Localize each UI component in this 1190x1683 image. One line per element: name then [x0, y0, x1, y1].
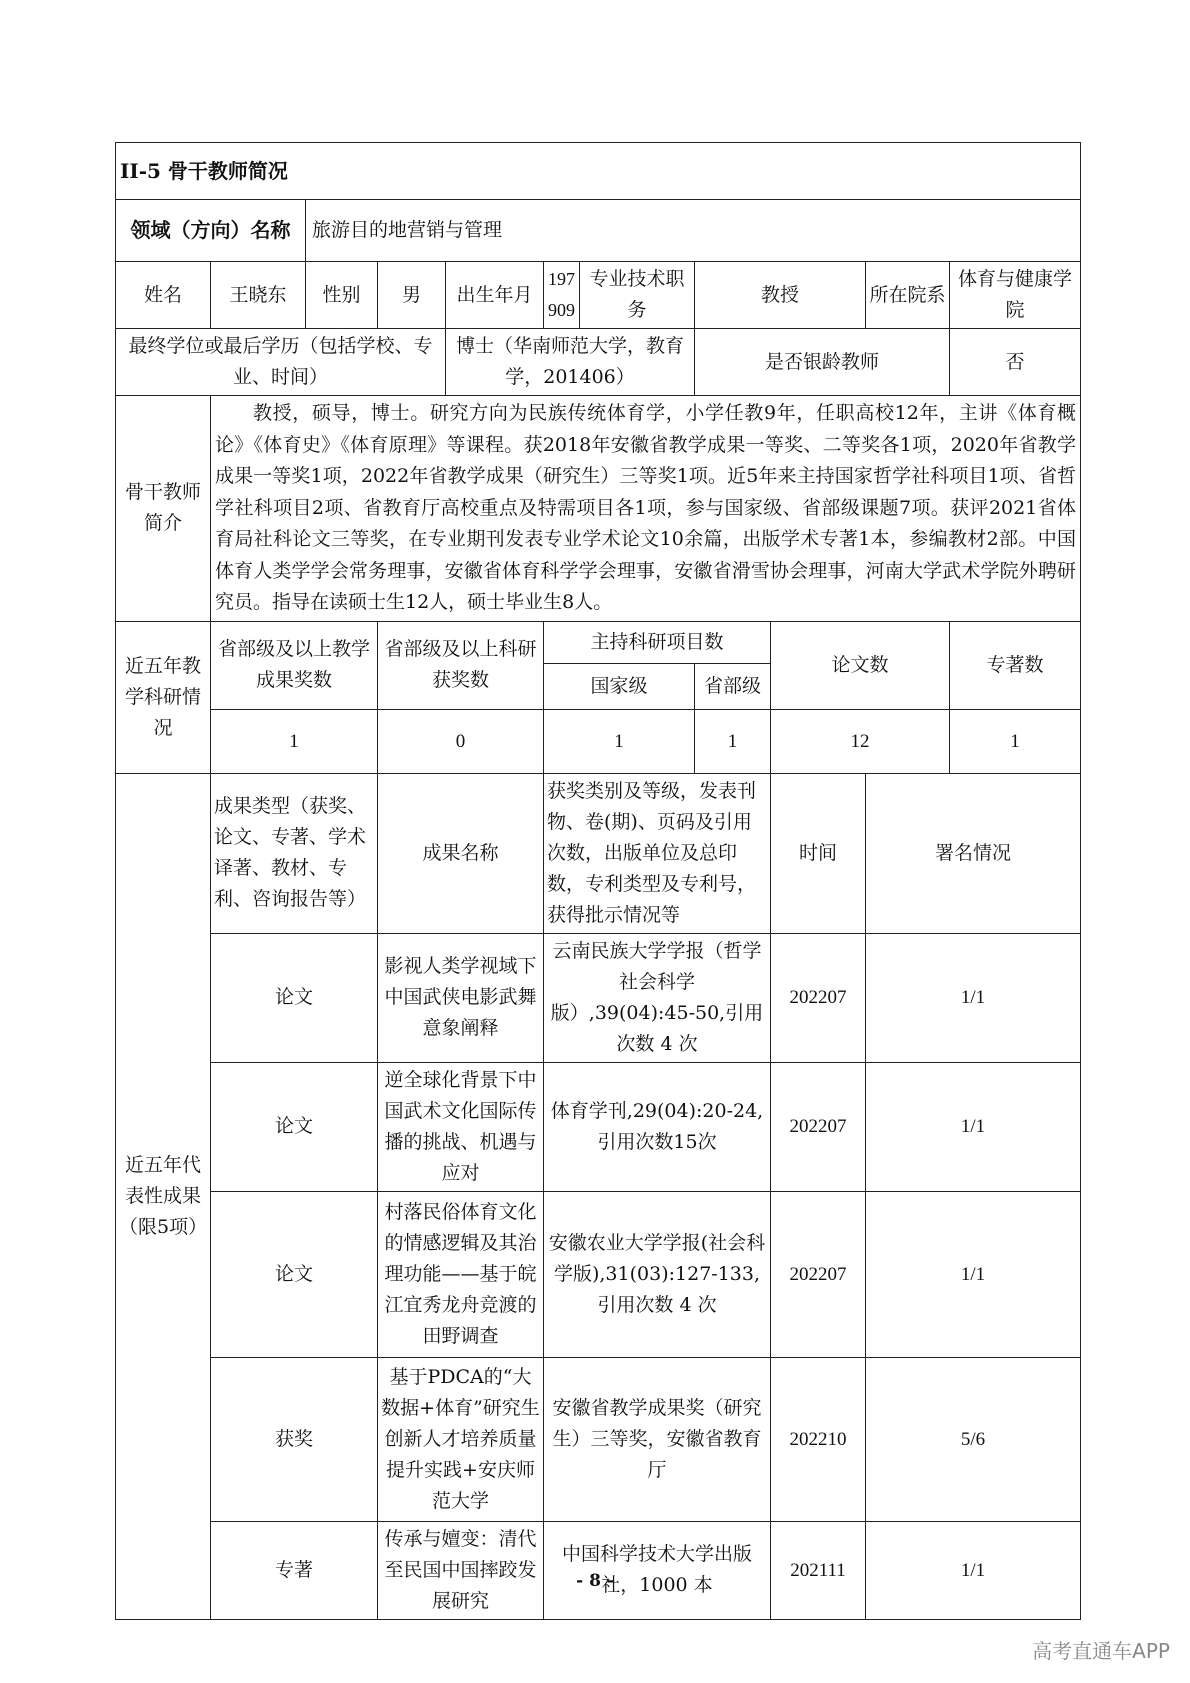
achievement-row: [116, 1191, 1081, 1357]
senior-value: 否: [950, 329, 1081, 396]
field-label: 领域（方向）名称: [116, 200, 306, 262]
teacher-profile-form: [115, 142, 1080, 1620]
ach-name: 传承与嬗变：清代至民国中国摔跤发展研究: [378, 1521, 544, 1619]
stats-header-projects: 主持科研项目数: [544, 621, 771, 663]
ach-type: 获奖: [211, 1357, 378, 1521]
ach-header-time: 时间: [771, 773, 866, 933]
stats-label: 近五年教学科研情况: [116, 621, 211, 773]
ach-type: 论文: [211, 1062, 378, 1191]
stats-header-papers: 论文数: [771, 621, 950, 709]
stats-header-provincial: 省部级: [695, 663, 771, 709]
bio-label: 骨干教师简介: [116, 396, 211, 622]
ach-detail: 云南民族大学学报（哲学社会科学版）,39(04):45-50,引用次数 4 次: [544, 933, 771, 1062]
profile-table: [115, 142, 1081, 1620]
ach-name: 逆全球化背景下中国武术文化国际传播的挑战、机遇与应对: [378, 1062, 544, 1191]
name-label: 姓名: [116, 262, 211, 329]
ach-sign: 1/1: [866, 1191, 1081, 1357]
stats-header-teaching: 省部级及以上教学成果奖数: [211, 621, 378, 709]
ach-header-detail: 获奖类别及等级，发表刊物、卷(期)、页码及引用次数，出版单位及总印数，专利类型及专利号，获得批示情况等: [544, 773, 771, 933]
watermark: 高考直通车APP: [1032, 1639, 1170, 1663]
ach-detail: 中国科学技术大学出版社，1000 本: [544, 1521, 771, 1619]
ach-sign: 1/1: [866, 1062, 1081, 1191]
ach-name: 基于PDCA的“大数据+体育”研究生创新人才培养质量提升实践+安庆师范大学: [378, 1357, 544, 1521]
ach-name: 村落民俗体育文化的情感逻辑及其治理功能——基于皖江宜秀龙舟竞渡的田野调查: [378, 1191, 544, 1357]
stats-header-national: 国家级: [544, 663, 695, 709]
ach-time: 202210: [771, 1357, 866, 1521]
name-value: 王晓东: [211, 262, 306, 329]
stats-national: 1: [544, 709, 695, 773]
title-value: 教授: [695, 262, 866, 329]
ach-detail: 体育学刊,29(04):20-24,引用次数15次: [544, 1062, 771, 1191]
ach-sign: 1/1: [866, 1521, 1081, 1619]
ach-type: 论文: [211, 1191, 378, 1357]
ach-time: 202207: [771, 933, 866, 1062]
degree-label: 最终学位或最后学历（包括学校、专业、时间）: [116, 329, 446, 396]
stats-header-books: 专著数: [950, 621, 1081, 709]
ach-time: 202207: [771, 1062, 866, 1191]
ach-detail: 安徽省教学成果奖（研究生）三等奖，安徽省教育厅: [544, 1357, 771, 1521]
gender-value: 男: [378, 262, 446, 329]
ach-type: 专著: [211, 1521, 378, 1619]
ach-sign: 1/1: [866, 933, 1081, 1062]
ach-time: 202207: [771, 1191, 866, 1357]
ach-header-type: 成果类型（获奖、论文、专著、学术译著、教材、专利、咨询报告等）: [211, 773, 378, 933]
gender-label: 性别: [306, 262, 378, 329]
dept-label: 所在院系: [866, 262, 950, 329]
page-number: - 8 -: [576, 1571, 614, 1591]
dept-value: 体育与健康学院: [950, 262, 1081, 329]
ach-detail: 安徽农业大学学报(社会科学版),31(03):127-133,引用次数 4 次: [544, 1191, 771, 1357]
ach-type: 论文: [211, 933, 378, 1062]
section-title: II-5 骨干教师简况: [116, 143, 1081, 200]
bio-text: 教授，硕导，博士。研究方向为民族传统体育学，小学任教9年，任职高校12年，主讲《体育概论》《体育史》《体育原理》等课程。获2018年安徽省教学成果一等奖、二等奖各1项，2020年省教学成果一等奖1项，2022年省教学成果（研究生）三等奖1项。近5年来主持国家哲学社科项目1项、省哲学社科项目2项、省教育厅高校重点及特需项目各1项，参与国家级、省部级课题7项。获评2021省体育局社科论文三等奖，在专业期刊发表专业学术论文10余篇，出版学术专著1本，参编教材2部。中国体育人类学学会常务理事，安徽省体育科学学会理事，安徽省滑雪协会理事，河南大学武术学院外聘研究员。指导在读硕士生12人，硕士毕业生8人。: [215, 402, 1077, 613]
stats-books: 1: [950, 709, 1081, 773]
achievement-row: [116, 1062, 1081, 1191]
degree-value: 博士（华南师范大学，教育学，201406）: [446, 329, 695, 396]
ach-sign: 5/6: [866, 1357, 1081, 1521]
birth-value: 197909: [544, 262, 580, 329]
bio-text-cell: [211, 396, 1081, 622]
achievement-row: [116, 933, 1081, 1062]
stats-header-research: 省部级及以上科研获奖数: [378, 621, 544, 709]
ach-time: 202111: [771, 1521, 866, 1619]
achievements-label: 近五年代表性成果（限5项）: [116, 773, 211, 1619]
senior-label: 是否银龄教师: [695, 329, 950, 396]
achievement-row: [116, 1521, 1081, 1619]
ach-header-name: 成果名称: [378, 773, 544, 933]
field-value: 旅游目的地营销与管理: [306, 200, 1081, 262]
stats-research: 0: [378, 709, 544, 773]
stats-papers: 12: [771, 709, 950, 773]
birth-label: 出生年月: [446, 262, 544, 329]
ach-name: 影视人类学视域下中国武侠电影武舞意象阐释: [378, 933, 544, 1062]
stats-teaching: 1: [211, 709, 378, 773]
ach-header-sign: 署名情况: [866, 773, 1081, 933]
achievement-row: [116, 1357, 1081, 1521]
title-label: 专业技术职务: [580, 262, 695, 329]
stats-provincial: 1: [695, 709, 771, 773]
